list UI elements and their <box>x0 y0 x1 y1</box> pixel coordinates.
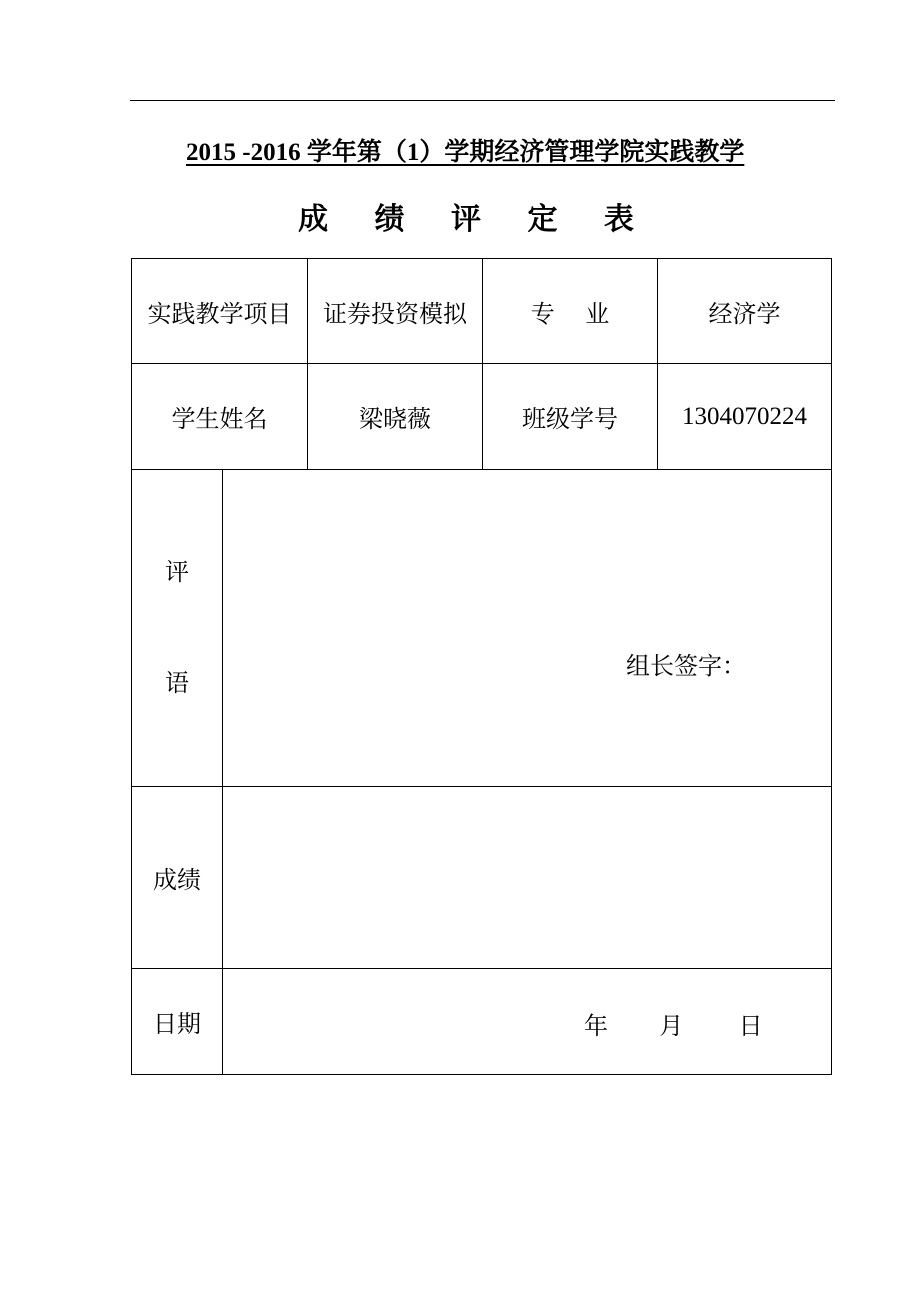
signature-label: 组长签字： <box>626 652 746 680</box>
cell-label-major <box>482 258 658 364</box>
date-fields <box>584 1006 763 1041</box>
cell-value-major <box>657 258 832 364</box>
cell-grade-area[interactable] <box>222 786 832 969</box>
date-year: 年 <box>584 1012 608 1040</box>
cell-value-name <box>307 363 483 470</box>
cell-label-name <box>131 363 308 470</box>
label-comments-char2: 语 <box>165 669 189 697</box>
value-major: 经济学 <box>708 299 781 328</box>
cell-label-date <box>131 968 223 1075</box>
cell-value-project <box>307 258 483 364</box>
label-grade: 成绩 <box>153 866 201 894</box>
label-student-name: 学生姓名 <box>171 405 268 433</box>
document-title-line1: 2015 -2016 学年第（1）学期经济管理学院实践教学 <box>186 139 745 166</box>
cell-label-comments <box>131 469 223 787</box>
cell-label-grade <box>131 786 223 969</box>
label-date: 日期 <box>153 1010 201 1038</box>
cell-comments-area[interactable] <box>222 469 832 787</box>
value-class-id: 1304070224 <box>682 402 807 430</box>
cell-label-class-id <box>482 363 658 470</box>
label-comments-char1: 评 <box>165 558 189 586</box>
label-class-id: 班级学号 <box>522 405 618 433</box>
label-project: 实践教学项目 <box>147 299 292 328</box>
date-month: 月 <box>659 1012 684 1040</box>
cell-label-project <box>131 258 308 364</box>
document-title-line2: 成 绩 评 定 表 <box>298 202 652 237</box>
value-student-name: 梁晓薇 <box>359 405 431 433</box>
date-day: 日 <box>738 1012 763 1040</box>
cell-value-class-id <box>657 363 832 470</box>
label-major: 专 业 <box>530 299 610 328</box>
top-rule <box>130 100 835 101</box>
value-project: 证券投资模拟 <box>323 299 467 328</box>
